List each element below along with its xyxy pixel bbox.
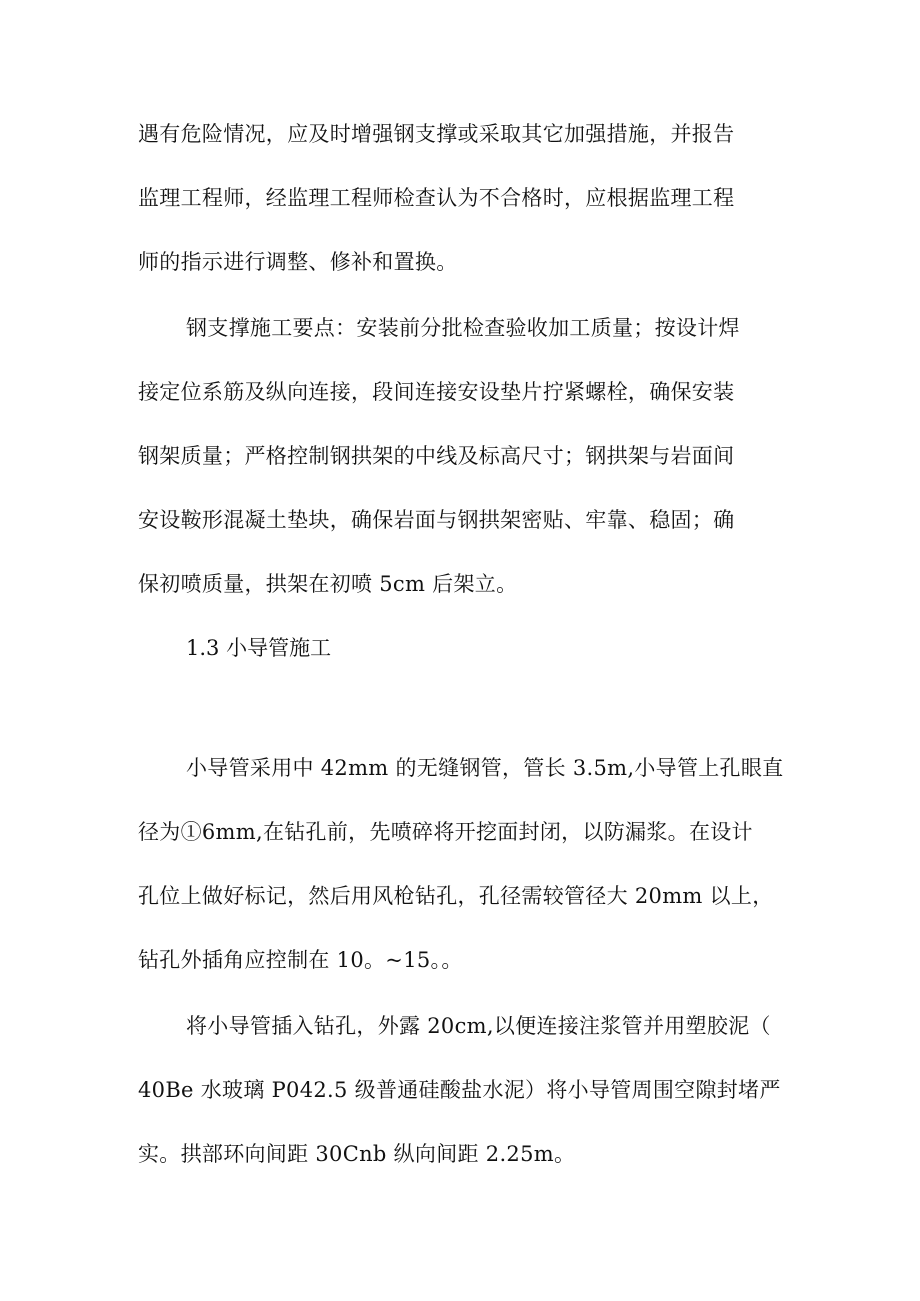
text-line: 师的指示进行调整、修补和置换。	[138, 250, 458, 274]
text-line: 小导管采用中 42mm 的无缝钢管，管长 3.5m,小导管上孔眼直	[186, 756, 784, 780]
text-line: 实。拱部环向间距 30Cnb 纵向间距 2.25m。	[138, 1142, 576, 1166]
text-line: 接定位系筋及纵向连接，段间连接安设垫片拧紧螺栓，确保安装	[138, 380, 735, 404]
text-line: 将小导管插入钻孔，外露 20cm,以便连接注浆管并用塑胶泥（	[186, 1014, 771, 1038]
text-line: 遇有危险情况，应及时增强钢支撑或采取其它加强措施，并报告	[138, 122, 735, 146]
text-line: 监理工程师，经监理工程师检查认为不合格时，应根据监理工程	[138, 186, 735, 210]
text-line: 保初喷质量，拱架在初喷 5cm 后架立。	[138, 572, 518, 596]
text-line: 安设鞍形混凝土垫块，确保岩面与钢拱架密贴、牢靠、稳固；确	[138, 508, 735, 532]
paragraph-3	[138, 736, 798, 992]
text-line: 径为①6mm,在钻孔前，先喷碎将开挖面封闭，以防漏浆。在设计	[138, 820, 753, 844]
paragraph-4	[138, 994, 798, 1186]
paragraph-2	[138, 296, 798, 616]
paragraph-1	[138, 102, 798, 294]
text-line: 钢架质量；严格控制钢拱架的中线及标高尺寸；钢拱架与岩面间	[138, 444, 735, 468]
text-line: 钻孔外插角应控制在 10。~15。。	[138, 948, 463, 972]
text-line: 钢支撑施工要点：安装前分批检查验收加工质量；按设计焊	[186, 316, 740, 340]
text-line: 40Be 水玻璃 P042.5 级普通硅酸盐水泥）将小导管周围空隙封堵严	[138, 1078, 781, 1102]
text-line: 孔位上做好标记，然后用风枪钻孔，孔径需较管径大 20mm 以上，	[138, 884, 774, 908]
section-heading: 1.3 小导管施工	[186, 636, 332, 660]
